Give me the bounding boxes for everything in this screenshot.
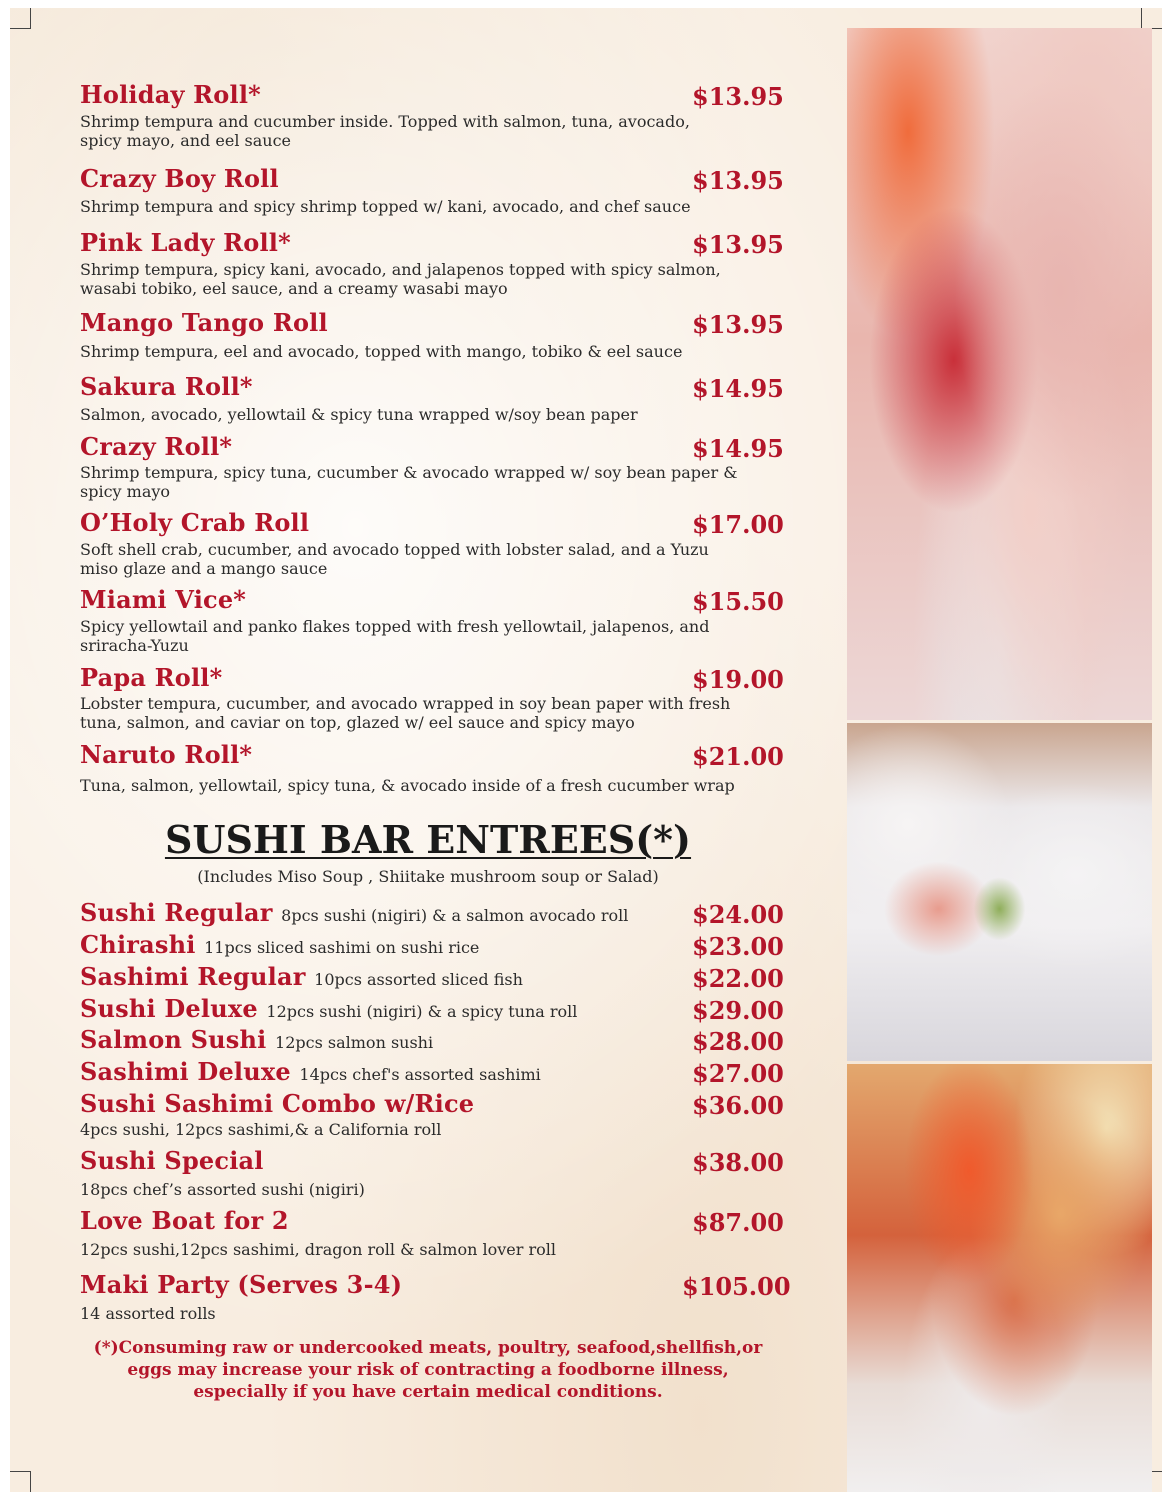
roll-price: $13.95 [692,166,784,195]
entree-description: 18pcs chef’s assorted sushi (nigiri) [80,1180,365,1199]
section-subtitle: (Includes Miso Soup , Shiitake mushroom soup or Salad) [197,867,659,886]
roll-description: Salmon, avocado, yellowtail & spicy tuna wrapped w/soy bean paper [80,405,638,424]
entree-price: $29.00 [692,996,784,1025]
crop-mark [1141,8,1162,29]
entree-name [80,1057,541,1090]
entree-name-text: Chirashi [80,930,196,959]
entree-price: $24.00 [692,900,784,929]
roll-description: Shrimp tempura, spicy kani, avocado, and jalapenos topped with spicy salmon, wasabi tobiko, eel sauce, and a creamy wasabi mayo [80,260,721,298]
entree-description: 12pcs sushi,12pcs sashimi, dragon roll & salmon lover roll [80,1240,556,1259]
entree-price: $38.00 [692,1148,784,1177]
roll-price: $21.00 [692,742,784,771]
entree-price: $28.00 [692,1027,784,1056]
entree-price: $23.00 [692,932,784,961]
roll-name: Pink Lady Roll* [80,228,291,257]
entree-description: 14pcs chef's assorted sashimi [299,1065,541,1084]
roll-description: Shrimp tempura and spicy shrimp topped w/ kani, avocado, and chef sauce [80,197,691,216]
entree-description: 10pcs assorted sliced fish [314,970,523,989]
roll-name: Naruto Roll* [80,740,253,769]
roll-description: Lobster tempura, cucumber, and avocado wrapped in soy bean paper with fresh tuna, salmon, and caviar on top, glazed w/ eel sauce and spicy mayo [80,694,731,732]
roll-name: Sakura Roll* [80,372,253,401]
section-title-text: SUSHI BAR ENTREES(*) [164,817,692,862]
entree-name: Sushi Sashimi Combo w/Rice [80,1089,475,1118]
entree-name [80,962,523,995]
roll-description: Shrimp tempura, spicy tuna, cucumber & avocado wrapped w/ soy bean paper & spicy mayo [80,463,738,501]
section-title [80,818,776,862]
entree-name [80,930,479,963]
entree-name-text: Sashimi Deluxe [80,1057,291,1086]
entree-name-text: Sashimi Regular [80,962,306,991]
roll-name: Papa Roll* [80,663,223,692]
roll-name: O’Holy Crab Roll [80,508,310,537]
entree-description: 8pcs sushi (nigiri) & a salmon avocado roll [281,906,629,925]
food-safety-warning: (*)Consuming raw or undercooked meats, poultry, seafood,shellfish,or eggs may increase your risk of contracting a foodborne illness, especially if you have certain medical conditions. [93,1338,763,1402]
entree-price: $22.00 [692,964,784,993]
entree-name-text: Sushi Deluxe [80,994,258,1023]
entree-name [80,994,577,1027]
roll-description: Spicy yellowtail and panko flakes topped with fresh yellowtail, jalapenos, and sriracha-Yuzu [80,617,710,655]
roll-description: Soft shell crab, cucumber, and avocado topped with lobster salad, and a Yuzu miso glaze and a mango sauce [80,540,709,578]
roll-description: Tuna, salmon, yellowtail, spicy tuna, & avocado inside of a fresh cucumber wrap [80,776,735,795]
nigiri-photo [847,28,1152,720]
california-roll-photo [847,723,1152,1061]
entree-price: $27.00 [692,1059,784,1088]
specialty-roll-photo [847,1064,1152,1492]
entree-name [80,1025,433,1058]
roll-name: Crazy Boy Roll [80,164,279,193]
entree-price: $105.00 [682,1272,791,1301]
roll-name: Mango Tango Roll [80,308,328,337]
roll-name: Miami Vice* [80,585,247,614]
roll-description: Shrimp tempura and cucumber inside. Topped with salmon, tuna, avocado, spicy mayo, and eel sauce [80,112,690,150]
entree-name: Sushi Special [80,1146,264,1175]
entree-description: 11pcs sliced sashimi on sushi rice [204,938,480,957]
entree-description: 12pcs salmon sushi [275,1033,434,1052]
entree-name-text: Salmon Sushi [80,1025,267,1054]
entree-name: Love Boat for 2 [80,1206,289,1235]
roll-name: Holiday Roll* [80,80,261,109]
entree-description: 12pcs sushi (nigiri) & a spicy tuna roll [266,1002,578,1021]
roll-price: $14.95 [692,434,784,463]
roll-price: $13.95 [692,82,784,111]
entree-price: $36.00 [692,1091,784,1120]
roll-price: $17.00 [692,510,784,539]
entree-price: $87.00 [692,1208,784,1237]
roll-price: $13.95 [692,230,784,259]
roll-price: $14.95 [692,374,784,403]
entree-description: 4pcs sushi, 12pcs sashimi,& a California roll [80,1120,442,1139]
entree-name [80,898,628,931]
entree-name-text: Sushi Regular [80,898,273,927]
roll-price: $15.50 [692,587,784,616]
roll-name: Crazy Roll* [80,432,233,461]
entree-description: 14 assorted rolls [80,1304,216,1323]
entree-name: Maki Party (Serves 3-4) [80,1270,403,1299]
crop-mark [10,8,31,29]
roll-price: $19.00 [692,665,784,694]
crop-mark [10,1471,31,1492]
roll-price: $13.95 [692,310,784,339]
roll-description: Shrimp tempura, eel and avocado, topped with mango, tobiko & eel sauce [80,342,683,361]
